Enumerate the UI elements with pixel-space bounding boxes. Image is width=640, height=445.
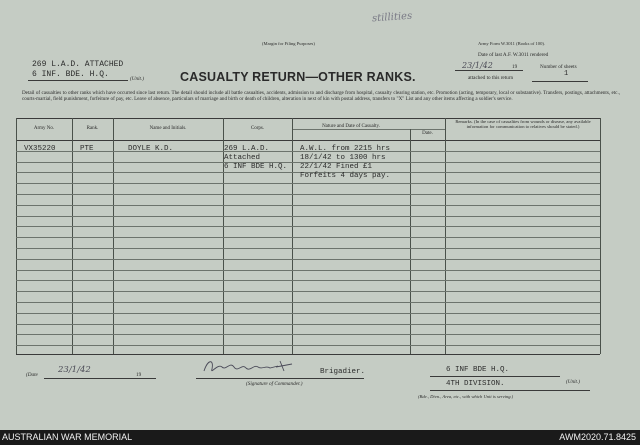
col-divider-6 xyxy=(410,129,411,354)
instructions-paragraph: Detail of casualties to other ranks which have occurred since last return. The detail should include all battle casualties, accidents, admission to and discharge from hospital, casualty clearing station, etc. Promotion (acting, temporary, local or substantive). Transfers, postings, attachments, etc., courts-martial, field punishment, forfeiture of pay, etc. Leave of absence, particulars of marriage and birth or death of children, alteration in next of kin with postal address, transfers to "X" List and any other items affecting a soldier's service. xyxy=(22,90,620,103)
header-bottom-border xyxy=(16,140,600,141)
ruled-line xyxy=(16,324,600,325)
header-name: Name and Initials. xyxy=(149,126,187,131)
entry-corps-line-2: Attached xyxy=(224,154,261,162)
ruled-line xyxy=(16,334,600,335)
footer-division-line: 4TH DIVISION. xyxy=(446,380,505,388)
sheets-label: Number of sheets xyxy=(540,64,577,70)
unit-line-2: 6 INF. BDE. H.Q. xyxy=(32,70,109,79)
pencil-mark: stillities xyxy=(371,10,413,25)
last-return-year: 19 xyxy=(512,64,518,70)
header-rank: Rank. xyxy=(86,126,99,131)
ruled-line xyxy=(16,205,600,206)
casualty-table xyxy=(16,118,600,354)
ruled-line xyxy=(16,259,600,260)
ruled-line xyxy=(16,270,600,271)
ruled-line xyxy=(16,194,600,195)
ruled-line xyxy=(16,291,600,292)
last-return-underline xyxy=(455,70,523,71)
ruled-line xyxy=(16,302,600,303)
entry-nature-line-2: 18/1/42 to 1300 hrs xyxy=(300,154,386,162)
entry-corps-line-3: 6 INF BDE H.Q. xyxy=(224,163,288,171)
date-underline xyxy=(44,378,156,379)
col-divider-5 xyxy=(292,118,293,354)
ruled-line xyxy=(16,216,600,217)
caption-right: AWM2020.71.8425 xyxy=(559,432,636,442)
attached-label: attached to this return xyxy=(468,75,514,81)
nature-date-split xyxy=(292,129,445,130)
ruled-line xyxy=(16,345,600,346)
header-army-no: Army No. xyxy=(33,126,55,131)
last-return-date: 23/1/42 xyxy=(462,61,493,70)
header-nature: Nature and Date of Casualty. xyxy=(322,124,380,129)
date-label: (Date xyxy=(26,372,38,378)
ruled-line xyxy=(16,248,600,249)
header-corps: Corps. xyxy=(250,126,265,131)
col-divider-8 xyxy=(600,118,601,354)
table-bottom-border xyxy=(16,354,600,355)
attached-underline xyxy=(532,81,588,82)
unit-underline xyxy=(28,80,128,81)
formation-label: (Bde., Divn., Area, etc., with which Unit is serving.) xyxy=(418,394,514,399)
ruled-line xyxy=(16,280,600,281)
army-form-id: Army Form W.3011 (Books of 100). xyxy=(478,41,546,46)
last-return-label: Date of last A.F. W.3011 rendered xyxy=(478,52,549,58)
entry-nature-line-3: 22/1/42 Fined £1 xyxy=(300,163,373,171)
col-divider-1 xyxy=(16,118,17,354)
header-remarks: Remarks. (In the case of casualties from wounds or disease, any available information for communication to relatives should be stated.) xyxy=(455,119,591,130)
ruled-line xyxy=(16,237,600,238)
form-title: CASUALTY RETURN—OTHER RANKS. xyxy=(180,70,416,84)
date-year-suffix: 19 xyxy=(136,372,142,378)
filing-margin-note: (Margin for Filing Purposes) xyxy=(262,41,315,46)
col-divider-2 xyxy=(72,118,73,354)
entry-corps-line-1: 269 L.A.D. xyxy=(224,145,270,153)
col-divider-7 xyxy=(445,118,446,354)
footer-unit-label: (Unit.) xyxy=(566,379,580,385)
caption-left: AUSTRALIAN WAR MEMORIAL xyxy=(2,432,133,442)
signature-label: (Signature of Commander.) xyxy=(246,381,303,387)
entry-name: DOYLE K.D. xyxy=(128,145,174,153)
ruled-line xyxy=(16,226,600,227)
entry-rank: PTE xyxy=(80,145,94,153)
footer-unit-line: 6 INF BDE H.Q. xyxy=(446,366,510,374)
unit-line-1: 269 L.A.D. ATTACHED xyxy=(32,60,124,69)
date-value: 23/1/42 xyxy=(58,365,91,375)
commander-signature xyxy=(200,355,300,377)
col-divider-3 xyxy=(113,118,114,354)
entry-nature-line-1: A.W.L. from 2215 hrs xyxy=(300,145,391,153)
entry-army-no: VX35220 xyxy=(24,145,56,153)
sheets-value: 1 xyxy=(564,70,569,78)
signature-underline xyxy=(196,378,364,379)
footer-unit-underline xyxy=(430,376,560,377)
header-date: Date. xyxy=(422,131,433,136)
entry-nature-line-4: Forfeits 4 days pay. xyxy=(300,172,391,180)
unit-label: (Unit.) xyxy=(130,76,144,82)
ruled-line xyxy=(16,183,600,184)
signature-rank: Brigadier. xyxy=(320,368,366,376)
ruled-line xyxy=(16,313,600,314)
footer-division-underline xyxy=(430,390,590,391)
